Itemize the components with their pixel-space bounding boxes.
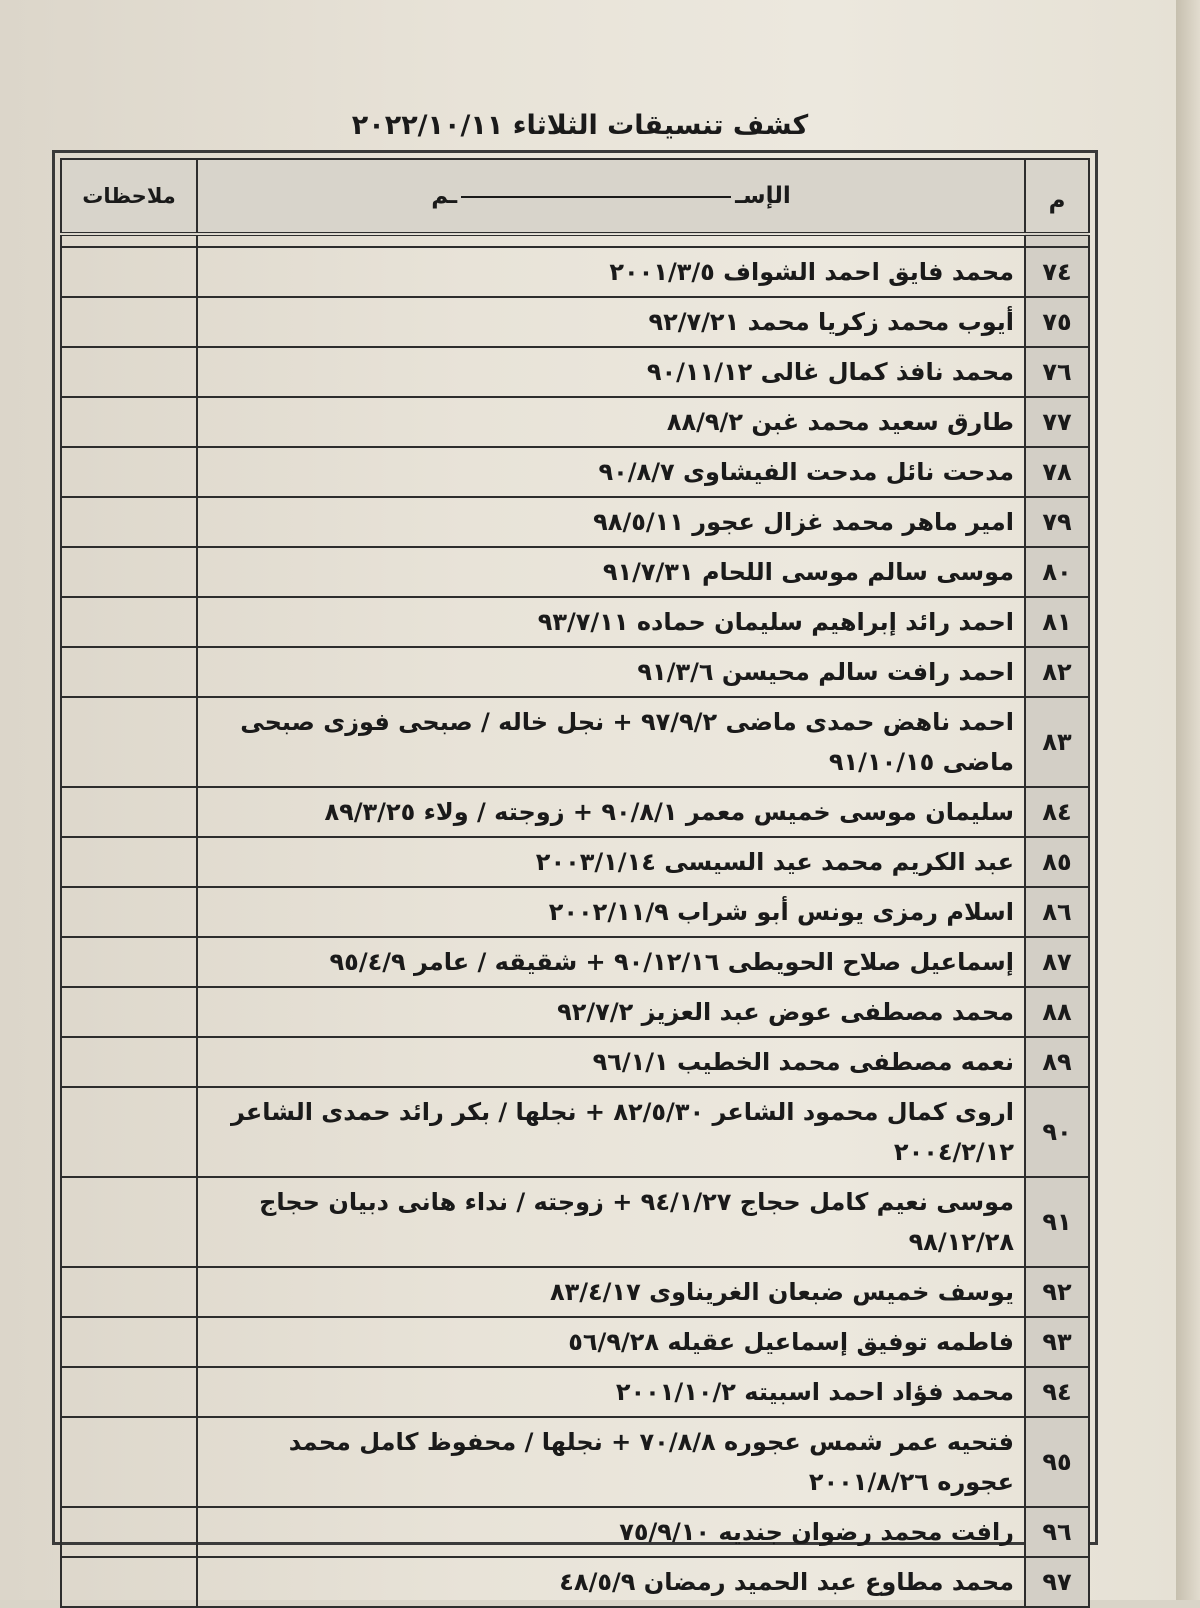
row-name: احمد ناهض حمدى ماضى ٩٧/٩/٢ + نجل خاله / صبحى فوزى صبحى ماضى ٩١/١٠/١٥ — [197, 697, 1025, 787]
table-row — [61, 1417, 1089, 1507]
table-row — [61, 297, 1089, 347]
table-row — [61, 1507, 1089, 1557]
table-header-row — [61, 159, 1089, 234]
row-number: ٩٠ — [1025, 1087, 1089, 1177]
row-name: نعمه مصطفى محمد الخطيب ٩٦/١/١ — [197, 1037, 1025, 1087]
row-name: محمد فايق احمد الشواف ٢٠٠١/٣/٥ — [197, 247, 1025, 297]
row-number: ٩٢ — [1025, 1267, 1089, 1317]
table-row — [61, 1087, 1089, 1177]
row-number: ٧٨ — [1025, 447, 1089, 497]
row-number: ٧٩ — [1025, 497, 1089, 547]
row-notes — [61, 397, 197, 447]
header-spacer-row — [61, 234, 1089, 247]
row-name: يوسف خميس ضبعان الغريناوى ٨٣/٤/١٧ — [197, 1267, 1025, 1317]
table-row — [61, 987, 1089, 1037]
coordination-table — [60, 158, 1090, 1608]
table-row — [61, 247, 1089, 297]
row-number: ٨٩ — [1025, 1037, 1089, 1087]
row-notes — [61, 697, 197, 787]
row-notes — [61, 887, 197, 937]
table-row — [61, 1177, 1089, 1267]
row-name: عبد الكريم محمد عيد السيسى ٢٠٠٣/١/١٤ — [197, 837, 1025, 887]
row-name: فتحيه عمر شمس عجوره ٧٠/٨/٨ + نجلها / محفوظ كامل محمد عجوره ٢٠٠١/٨/٢٦ — [197, 1417, 1025, 1507]
row-number: ٧٧ — [1025, 397, 1089, 447]
header-notes: ملاحظات — [61, 159, 197, 234]
row-number: ٩٥ — [1025, 1417, 1089, 1507]
header-name-end: ـم — [431, 183, 458, 209]
row-notes — [61, 347, 197, 397]
row-notes — [61, 1317, 197, 1367]
table-row — [61, 1267, 1089, 1317]
table-row — [61, 597, 1089, 647]
row-number: ٩٧ — [1025, 1557, 1089, 1607]
table-row — [61, 547, 1089, 597]
header-number: م — [1025, 159, 1089, 234]
row-name: أيوب محمد زكريا محمد ٩٢/٧/٢١ — [197, 297, 1025, 347]
row-number: ٨٨ — [1025, 987, 1089, 1037]
row-name: طارق سعيد محمد غبن ٨٨/٩/٢ — [197, 397, 1025, 447]
row-number: ٩٦ — [1025, 1507, 1089, 1557]
row-notes — [61, 247, 197, 297]
row-notes — [61, 1417, 197, 1507]
row-notes — [61, 497, 197, 547]
row-number: ٨٢ — [1025, 647, 1089, 697]
table-row — [61, 697, 1089, 787]
coordination-table-frame — [52, 150, 1098, 1596]
row-number: ٩٣ — [1025, 1317, 1089, 1367]
row-name: محمد نافذ كمال غالى ٩٠/١١/١٢ — [197, 347, 1025, 397]
row-notes — [61, 1267, 197, 1317]
row-number: ٨١ — [1025, 597, 1089, 647]
header-name-start: الإسـ — [735, 183, 791, 209]
row-notes — [61, 837, 197, 887]
table-row — [61, 887, 1089, 937]
row-name: امير ماهر محمد غزال عجور ٩٨/٥/١١ — [197, 497, 1025, 547]
row-name: محمد مطاوع عبد الحميد رمضان ٤٨/٥/٩ — [197, 1557, 1025, 1607]
table-row — [61, 1037, 1089, 1087]
table-row — [61, 787, 1089, 837]
row-notes — [61, 447, 197, 497]
row-notes — [61, 937, 197, 987]
row-number: ٨٦ — [1025, 887, 1089, 937]
row-name: احمد رافت سالم محيسن ٩١/٣/٦ — [197, 647, 1025, 697]
row-notes — [61, 1037, 197, 1087]
row-notes — [61, 297, 197, 347]
row-name: فاطمه توفيق إسماعيل عقيله ٥٦/٩/٢٨ — [197, 1317, 1025, 1367]
row-number: ٨٥ — [1025, 837, 1089, 887]
row-name: محمد مصطفى عوض عبد العزيز ٩٢/٧/٢ — [197, 987, 1025, 1037]
table-row — [61, 447, 1089, 497]
row-number: ٨٧ — [1025, 937, 1089, 987]
document-title: كشف تنسيقات الثلاثاء ٢٠٢٢/١٠/١١ — [351, 110, 809, 141]
row-notes — [61, 547, 197, 597]
table-row — [61, 497, 1089, 547]
row-name: سليمان موسى خميس معمر ٩٠/٨/١ + زوجته / ولاء ٨٩/٣/٢٥ — [197, 787, 1025, 837]
page-edge — [1176, 0, 1200, 1600]
row-name: موسى نعيم كامل حجاج ٩٤/١/٢٧ + زوجته / نداء هانى دبيان حجاج ٩٨/١٢/٢٨ — [197, 1177, 1025, 1267]
row-number: ٨٣ — [1025, 697, 1089, 787]
row-name: رافت محمد رضوان جنديه ٧٥/٩/١٠ — [197, 1507, 1025, 1557]
table-row — [61, 837, 1089, 887]
row-notes — [61, 1507, 197, 1557]
row-number: ٨٤ — [1025, 787, 1089, 837]
row-name: اروى كمال محمود الشاعر ٨٢/٥/٣٠ + نجلها / بكر رائد حمدى الشاعر ٢٠٠٤/٢/١٢ — [197, 1087, 1025, 1177]
table-row — [61, 1367, 1089, 1417]
table-row — [61, 347, 1089, 397]
table-row — [61, 1317, 1089, 1367]
row-number: ٩٤ — [1025, 1367, 1089, 1417]
row-number: ٧٥ — [1025, 297, 1089, 347]
header-name-rule — [461, 196, 731, 198]
row-number: ٧٦ — [1025, 347, 1089, 397]
table-body — [61, 234, 1089, 1607]
row-name: موسى سالم موسى اللحام ٩١/٧/٣١ — [197, 547, 1025, 597]
row-name: محمد فؤاد احمد اسبيته ٢٠٠١/١٠/٢ — [197, 1367, 1025, 1417]
row-notes — [61, 647, 197, 697]
row-name: مدحت نائل مدحت الفيشاوى ٩٠/٨/٧ — [197, 447, 1025, 497]
row-number: ٩١ — [1025, 1177, 1089, 1267]
row-notes — [61, 597, 197, 647]
row-notes — [61, 1177, 197, 1267]
row-notes — [61, 1087, 197, 1177]
table-row — [61, 937, 1089, 987]
table-row — [61, 647, 1089, 697]
table-row — [61, 397, 1089, 447]
row-name: احمد رائد إبراهيم سليمان حماده ٩٣/٧/١١ — [197, 597, 1025, 647]
row-name: اسلام رمزى يونس أبو شراب ٢٠٠٢/١١/٩ — [197, 887, 1025, 937]
row-notes — [61, 787, 197, 837]
header-name — [197, 159, 1025, 234]
row-name: إسماعيل صلاح الحويطى ٩٠/١٢/١٦ + شقيقه / عامر ٩٥/٤/٩ — [197, 937, 1025, 987]
row-number: ٨٠ — [1025, 547, 1089, 597]
row-number: ٧٤ — [1025, 247, 1089, 297]
row-notes — [61, 987, 197, 1037]
row-notes — [61, 1367, 197, 1417]
